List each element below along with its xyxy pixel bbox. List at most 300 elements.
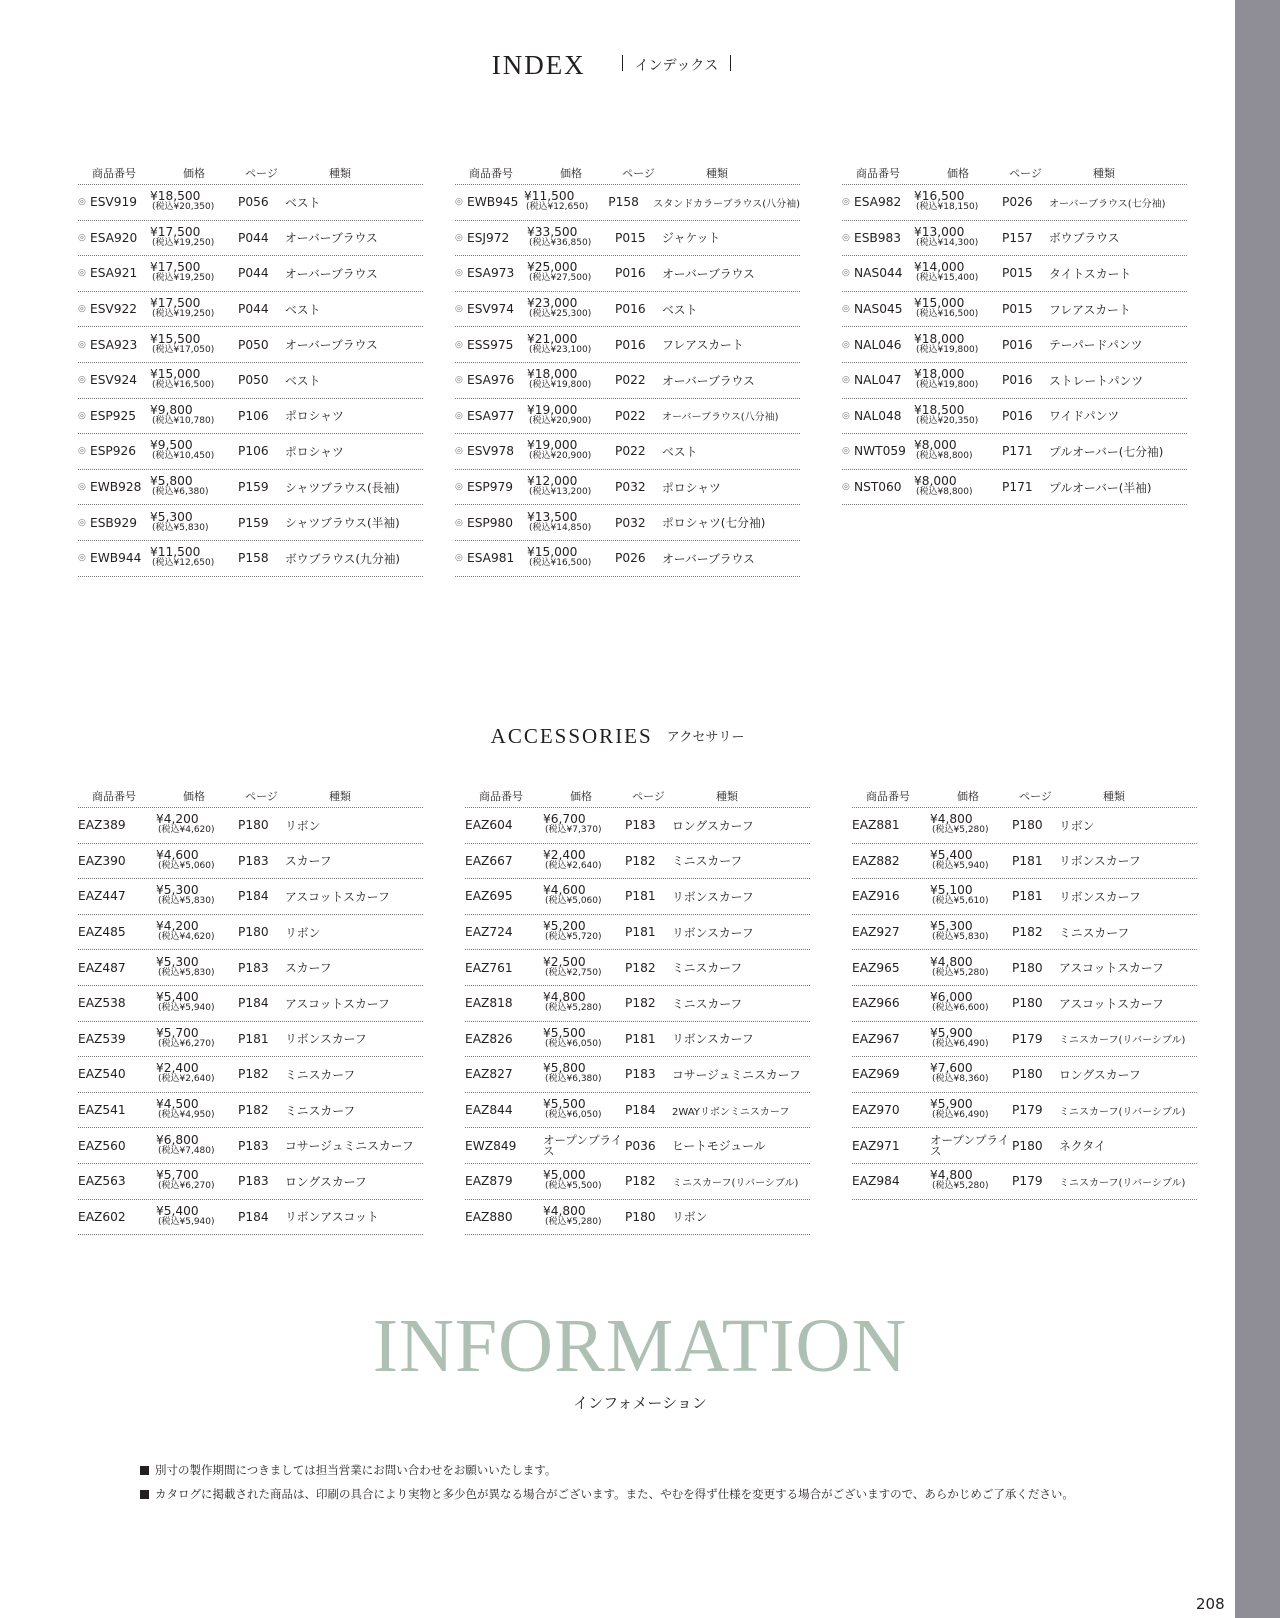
product-code-cell xyxy=(852,889,930,903)
column-header: ページ xyxy=(622,167,655,180)
product-type: オーバーブラウス xyxy=(285,231,378,246)
price-tax-included: (税込¥5,830) xyxy=(158,967,215,978)
product-type: シャツブラウス(半袖) xyxy=(285,516,400,531)
product-code: EAZ563 xyxy=(78,1174,126,1189)
product-type: リボンスカーフ xyxy=(1059,889,1141,904)
product-code-cell xyxy=(465,996,543,1010)
product-code-cell xyxy=(465,961,543,975)
product-type: コサージュミニスカーフ xyxy=(672,1067,801,1082)
accessories-table xyxy=(465,787,810,1235)
price-tax-included: (税込¥6,050) xyxy=(545,1110,602,1121)
product-code: EAZ965 xyxy=(852,960,900,975)
product-code-cell xyxy=(78,338,150,352)
product-code: EAZ966 xyxy=(852,996,900,1011)
price-cell xyxy=(930,1170,1012,1192)
page-ref: P032 xyxy=(615,480,646,495)
square-bullet-icon xyxy=(140,1466,149,1475)
price-tax-included: (税込¥5,830) xyxy=(152,522,209,533)
price-tax-included: (税込¥12,650) xyxy=(525,202,589,213)
page-ref: P026 xyxy=(1002,195,1033,210)
product-code-cell xyxy=(78,480,150,494)
product-type: オーバーブラウス xyxy=(285,338,378,353)
product-code: ESA973 xyxy=(467,266,515,281)
table-row xyxy=(78,327,423,363)
table-row xyxy=(842,256,1187,292)
product-code: ESV922 xyxy=(90,302,138,317)
price-cell xyxy=(543,921,625,943)
page-ref: P180 xyxy=(238,818,269,833)
table-row xyxy=(78,950,423,986)
price: ¥5,200 xyxy=(543,919,586,934)
price-tax-included: (税込¥5,830) xyxy=(932,932,989,943)
table-row xyxy=(842,363,1187,399)
product-code: EAZ826 xyxy=(465,1031,513,1046)
price: ¥12,000 xyxy=(527,474,578,489)
product-type: リボン xyxy=(672,1210,708,1225)
table-row xyxy=(78,470,423,506)
price-cell xyxy=(930,992,1012,1014)
price-cell xyxy=(150,547,238,569)
accessories-table xyxy=(852,787,1197,1200)
price-cell xyxy=(930,954,1012,979)
product-code-cell xyxy=(78,1067,156,1081)
product-type: フレアスカート xyxy=(662,338,744,353)
price: ¥23,000 xyxy=(527,296,578,311)
information-title: INFORMATION xyxy=(372,1304,908,1388)
price: ¥4,800 xyxy=(543,1203,586,1218)
price-tax-included: (税込¥5,830) xyxy=(158,896,215,907)
price-cell xyxy=(914,298,1002,320)
price: ¥13,000 xyxy=(914,224,965,239)
product-code: ESV924 xyxy=(90,373,138,388)
price: ¥15,500 xyxy=(150,331,201,346)
page-ref: P181 xyxy=(625,925,656,940)
page-ref: P106 xyxy=(238,408,269,423)
price-cell xyxy=(524,191,608,213)
product-type: ポロシャツ xyxy=(285,409,344,424)
product-code-cell xyxy=(78,1032,156,1046)
product-code: EAZ560 xyxy=(78,1138,126,1153)
price-tax-included: (税込¥2,640) xyxy=(545,860,602,871)
page-ref: P180 xyxy=(1012,1138,1043,1153)
column-header: 商品番号 xyxy=(92,167,136,180)
product-type: オーバーブラウス(七分袖) xyxy=(1049,198,1166,210)
price-tax-included: (税込¥5,060) xyxy=(158,860,215,871)
product-code-cell xyxy=(78,961,156,975)
price-cell xyxy=(156,1203,238,1228)
column-header: 商品番号 xyxy=(856,167,900,180)
double-circle-icon: ◎ xyxy=(455,482,463,493)
price-cell xyxy=(150,509,238,534)
page-ref: P044 xyxy=(238,302,269,317)
product-type: オーバーブラウス xyxy=(662,266,755,281)
price-tax-included: (税込¥25,300) xyxy=(529,309,592,320)
product-type: スカーフ xyxy=(285,854,332,869)
price-cell xyxy=(156,1099,238,1121)
double-circle-icon: ◎ xyxy=(78,268,86,279)
page-ref: P182 xyxy=(625,996,656,1011)
price: ¥11,500 xyxy=(523,189,575,204)
product-code: ESA920 xyxy=(90,230,138,245)
table-row xyxy=(455,327,800,363)
product-code: EAZ916 xyxy=(852,889,900,904)
price-tax-included: (税込¥17,050) xyxy=(152,344,215,355)
double-circle-icon: ◎ xyxy=(455,197,463,208)
price: オープンプライス xyxy=(930,1132,1010,1158)
table-row xyxy=(455,221,800,257)
price: ¥5,300 xyxy=(150,509,193,524)
price-tax-included: (税込¥4,620) xyxy=(158,932,215,943)
price-tax-included: (税込¥5,060) xyxy=(545,896,602,907)
product-code-cell xyxy=(78,925,156,939)
price: ¥9,500 xyxy=(150,438,193,453)
price-cell xyxy=(914,440,1002,462)
column-header: 商品番号 xyxy=(92,790,136,803)
page-ref: P184 xyxy=(625,1103,656,1118)
price-tax-included: (税込¥6,050) xyxy=(545,1038,602,1049)
product-type: ミニスカーフ(リバーシブル) xyxy=(672,1177,799,1189)
price-tax-included: (税込¥10,450) xyxy=(152,451,215,462)
page-ref: P056 xyxy=(238,195,269,210)
product-code-cell xyxy=(78,996,156,1010)
table-row xyxy=(455,505,800,541)
page-ref: P032 xyxy=(615,515,646,530)
double-circle-icon: ◎ xyxy=(78,304,86,315)
page-ref: P184 xyxy=(238,1209,269,1224)
price-cell xyxy=(543,1063,625,1085)
double-circle-icon: ◎ xyxy=(78,446,86,457)
product-code-cell xyxy=(78,1139,156,1153)
double-circle-icon: ◎ xyxy=(455,232,463,243)
product-code-cell xyxy=(465,925,543,939)
product-code-cell xyxy=(852,818,930,832)
column-header: 価格 xyxy=(183,790,205,803)
product-code-cell xyxy=(842,409,914,423)
page-number: 208 xyxy=(1196,1595,1225,1613)
column-header: 商品番号 xyxy=(469,167,513,180)
price-tax-included: (税込¥20,900) xyxy=(529,451,592,462)
price-tax-included: (税込¥19,250) xyxy=(152,309,215,320)
product-code: ESV974 xyxy=(467,302,515,317)
price: ¥5,100 xyxy=(930,883,973,898)
product-code: NAS045 xyxy=(854,302,903,317)
page-ref: P182 xyxy=(625,960,656,975)
product-code-cell xyxy=(852,961,930,975)
price-tax-included: (税込¥15,400) xyxy=(916,273,979,284)
table-row xyxy=(78,434,423,470)
product-type: ミニスカーフ xyxy=(672,996,743,1011)
product-code-cell xyxy=(455,195,524,209)
price-cell xyxy=(150,298,238,320)
table-row xyxy=(78,879,423,915)
product-code: NWT059 xyxy=(854,444,906,459)
price-tax-included: (税込¥20,350) xyxy=(916,415,979,426)
page-ref: P181 xyxy=(238,1031,269,1046)
product-code-cell xyxy=(78,266,150,280)
table-row xyxy=(842,470,1187,506)
price: ¥5,500 xyxy=(543,1097,586,1112)
product-code: ESP980 xyxy=(467,515,514,530)
price-cell xyxy=(543,814,625,836)
table-header xyxy=(852,787,1197,808)
column-header: ページ xyxy=(245,167,278,180)
page-ref: P016 xyxy=(615,337,646,352)
accessories-title: ACCESSORIES xyxy=(490,724,653,748)
product-code-cell xyxy=(842,338,914,352)
price: ¥7,600 xyxy=(930,1061,973,1076)
price-cell xyxy=(156,921,238,943)
product-type: テーパードパンツ xyxy=(1049,338,1143,353)
table-row xyxy=(852,844,1197,880)
product-code: EAZ967 xyxy=(852,1031,900,1046)
price: ¥18,500 xyxy=(150,189,201,204)
table-row xyxy=(465,808,810,844)
page-ref: P015 xyxy=(1002,302,1033,317)
price: ¥33,500 xyxy=(527,224,578,239)
price: ¥6,700 xyxy=(543,812,586,827)
product-code: EAZ538 xyxy=(78,996,126,1011)
product-code: EAZ390 xyxy=(78,853,126,868)
page-ref: P171 xyxy=(1002,480,1033,495)
product-type: ミニスカーフ(リバーシブル) xyxy=(1059,1177,1186,1189)
product-code: ESV919 xyxy=(90,195,138,210)
product-code: EAZ818 xyxy=(465,996,513,1011)
page-ref: P180 xyxy=(1012,1067,1043,1082)
price: ¥2,400 xyxy=(156,1061,199,1076)
product-code-cell xyxy=(455,480,527,494)
price: ¥5,700 xyxy=(156,1025,199,1040)
double-circle-icon: ◎ xyxy=(842,375,850,386)
page-ref: P182 xyxy=(625,1174,656,1189)
page-ref: P044 xyxy=(238,266,269,281)
double-circle-icon: ◎ xyxy=(842,197,850,208)
price-cell xyxy=(150,262,238,284)
table-row xyxy=(842,185,1187,221)
table-row xyxy=(842,292,1187,328)
product-code: ESB983 xyxy=(854,230,902,245)
double-circle-icon: ◎ xyxy=(455,375,463,386)
double-circle-icon: ◎ xyxy=(842,339,850,350)
price-cell xyxy=(914,224,1002,249)
table-row xyxy=(78,1093,423,1129)
price-cell xyxy=(543,1025,625,1050)
product-code: EAZ971 xyxy=(852,1138,900,1153)
page-ref: P180 xyxy=(238,925,269,940)
page-ref: P180 xyxy=(625,1209,656,1224)
price-tax-included: (税込¥6,490) xyxy=(932,1110,989,1121)
page-ref: P016 xyxy=(1002,373,1033,388)
table-row xyxy=(78,399,423,435)
page-ref: P181 xyxy=(625,889,656,904)
table-row xyxy=(465,1200,810,1236)
column-header: 種類 xyxy=(1093,167,1115,180)
price-tax-included: (税込¥16,500) xyxy=(529,558,592,569)
note-item: カタログに掲載された商品は、印刷の具合により実物と多少色が異なる場合がございます。また、やむを得ず仕様を変更する場合がございますので、あらかじめご了承ください。 xyxy=(140,1482,1074,1506)
double-circle-icon: ◎ xyxy=(842,482,850,493)
table-header xyxy=(842,164,1187,185)
price-tax-included: (税込¥7,480) xyxy=(158,1145,215,1156)
price-cell xyxy=(930,885,1012,907)
price-cell xyxy=(150,369,238,391)
price-cell xyxy=(930,847,1012,872)
note-item: 別寸の製作期間につきましては担当営業にお問い合わせをお願いいたします。 xyxy=(140,1458,1074,1482)
price-tax-included: (税込¥8,800) xyxy=(916,451,973,462)
product-type: スタンドカラーブラウス(八分袖) xyxy=(653,198,800,210)
product-code-cell xyxy=(852,1139,930,1153)
price-cell xyxy=(543,1099,625,1121)
price: ¥15,000 xyxy=(914,296,965,311)
product-code: EAZ827 xyxy=(465,1067,513,1082)
price: ¥14,000 xyxy=(914,260,965,275)
page-ref: P159 xyxy=(238,515,269,530)
table-row xyxy=(465,844,810,880)
double-circle-icon: ◎ xyxy=(78,375,86,386)
product-type: ベスト xyxy=(662,444,698,459)
price: ¥5,700 xyxy=(156,1168,199,1183)
product-code: ESA976 xyxy=(467,373,515,388)
double-circle-icon: ◎ xyxy=(842,446,850,457)
product-type: オーバーブラウス xyxy=(662,373,755,388)
product-type: ミニスカーフ xyxy=(285,1067,356,1082)
column-header: 種類 xyxy=(706,167,728,180)
product-type: ミニスカーフ xyxy=(1059,925,1130,940)
price: ¥18,000 xyxy=(914,367,965,382)
product-type: ボウブラウス(九分袖) xyxy=(285,551,401,566)
price-tax-included: (税込¥6,270) xyxy=(158,1038,215,1049)
page-ref: P050 xyxy=(238,373,269,388)
price-cell xyxy=(150,224,238,249)
price-cell xyxy=(527,331,615,356)
product-code: NAL048 xyxy=(854,408,902,423)
price: ¥5,400 xyxy=(156,990,199,1005)
page-ref: P050 xyxy=(238,337,269,352)
product-code-cell xyxy=(78,889,156,903)
table-row xyxy=(852,879,1197,915)
page-ref: P183 xyxy=(625,818,656,833)
product-code-cell xyxy=(455,266,527,280)
product-code: EAZ389 xyxy=(78,818,126,833)
price: ¥8,000 xyxy=(914,474,957,489)
page-ref: P181 xyxy=(1012,889,1043,904)
product-code: EAZ487 xyxy=(78,960,126,975)
product-type: ベスト xyxy=(662,302,698,317)
product-code-cell xyxy=(78,854,156,868)
double-circle-icon: ◎ xyxy=(455,339,463,350)
table-row xyxy=(465,1093,810,1129)
page-ref: P181 xyxy=(1012,853,1043,868)
table-row xyxy=(465,1128,810,1164)
table-row xyxy=(78,1057,423,1093)
page-ref: P022 xyxy=(615,444,646,459)
product-code-cell xyxy=(852,1067,930,1081)
price: ¥5,500 xyxy=(543,1025,586,1040)
product-code-cell xyxy=(78,373,150,387)
table-row xyxy=(852,950,1197,986)
price-cell xyxy=(156,1170,238,1192)
product-type: リボンスカーフ xyxy=(285,1032,367,1047)
price-tax-included: (税込¥36,850) xyxy=(529,237,592,248)
product-code: EWB928 xyxy=(90,480,142,495)
price: ¥21,000 xyxy=(527,331,578,346)
page-ref: P183 xyxy=(238,1138,269,1153)
price-tax-included: (税込¥14,850) xyxy=(529,522,592,533)
price: ¥4,200 xyxy=(156,812,199,827)
page-ref: P183 xyxy=(238,1174,269,1189)
product-type: リボン xyxy=(285,925,321,940)
price-cell xyxy=(156,847,238,872)
table-row xyxy=(842,434,1187,470)
product-code-cell xyxy=(455,231,527,245)
product-code: EAZ667 xyxy=(465,853,513,868)
double-circle-icon: ◎ xyxy=(78,553,86,564)
product-code: EAZ927 xyxy=(852,925,900,940)
product-code: EWB945 xyxy=(467,195,519,210)
product-code: ESB929 xyxy=(90,515,138,530)
table-row xyxy=(852,1093,1197,1129)
price-tax-included: (税込¥13,200) xyxy=(529,487,592,498)
price-tax-included: (税込¥4,950) xyxy=(158,1110,215,1121)
page-ref: P158 xyxy=(608,195,639,210)
price-cell xyxy=(527,476,615,498)
column-header: ページ xyxy=(1019,790,1052,803)
price: ¥5,400 xyxy=(156,1203,199,1218)
table-row xyxy=(852,1128,1197,1164)
column-header: ページ xyxy=(632,790,665,803)
product-code-cell xyxy=(842,195,914,209)
table-row xyxy=(78,292,423,328)
product-code-cell xyxy=(465,1139,543,1153)
page-ref: P106 xyxy=(238,444,269,459)
price-tax-included: (税込¥16,500) xyxy=(152,380,215,391)
index-table xyxy=(78,164,423,577)
double-circle-icon: ◎ xyxy=(78,517,86,528)
price: ¥4,600 xyxy=(156,847,199,862)
price-tax-included: (税込¥5,940) xyxy=(158,1216,215,1227)
product-type: リボン xyxy=(285,818,321,833)
table-row xyxy=(852,1057,1197,1093)
page-ref: P044 xyxy=(238,230,269,245)
product-code-cell xyxy=(78,302,150,316)
price-tax-included: (税込¥16,500) xyxy=(916,309,979,320)
price: ¥5,800 xyxy=(150,474,193,489)
product-code: EAZ879 xyxy=(465,1174,513,1189)
price-tax-included: (税込¥6,600) xyxy=(932,1003,989,1014)
product-type: リボンアスコット xyxy=(285,1210,379,1225)
table-row xyxy=(78,915,423,951)
column-header: ページ xyxy=(245,790,278,803)
double-circle-icon: ◎ xyxy=(455,268,463,279)
price-tax-included: (税込¥6,380) xyxy=(545,1074,602,1085)
product-type: タイトスカート xyxy=(1049,266,1132,281)
product-code-cell xyxy=(455,373,527,387)
product-code-cell xyxy=(852,996,930,1010)
product-code-cell xyxy=(842,373,914,387)
price: ¥25,000 xyxy=(527,260,578,275)
price-cell xyxy=(527,262,615,284)
index-title: INDEX xyxy=(491,50,586,80)
price: ¥5,800 xyxy=(543,1061,586,1076)
product-type: リボンスカーフ xyxy=(672,925,754,940)
price-tax-included: (税込¥19,250) xyxy=(152,237,215,248)
table-row xyxy=(78,1022,423,1058)
price: ¥15,000 xyxy=(527,545,578,560)
product-type: ワイドパンツ xyxy=(1049,409,1120,424)
price-cell xyxy=(156,1132,238,1157)
table-row xyxy=(455,292,800,328)
product-code-cell xyxy=(465,1174,543,1188)
table-row xyxy=(465,1057,810,1093)
product-code: ESA923 xyxy=(90,337,138,352)
